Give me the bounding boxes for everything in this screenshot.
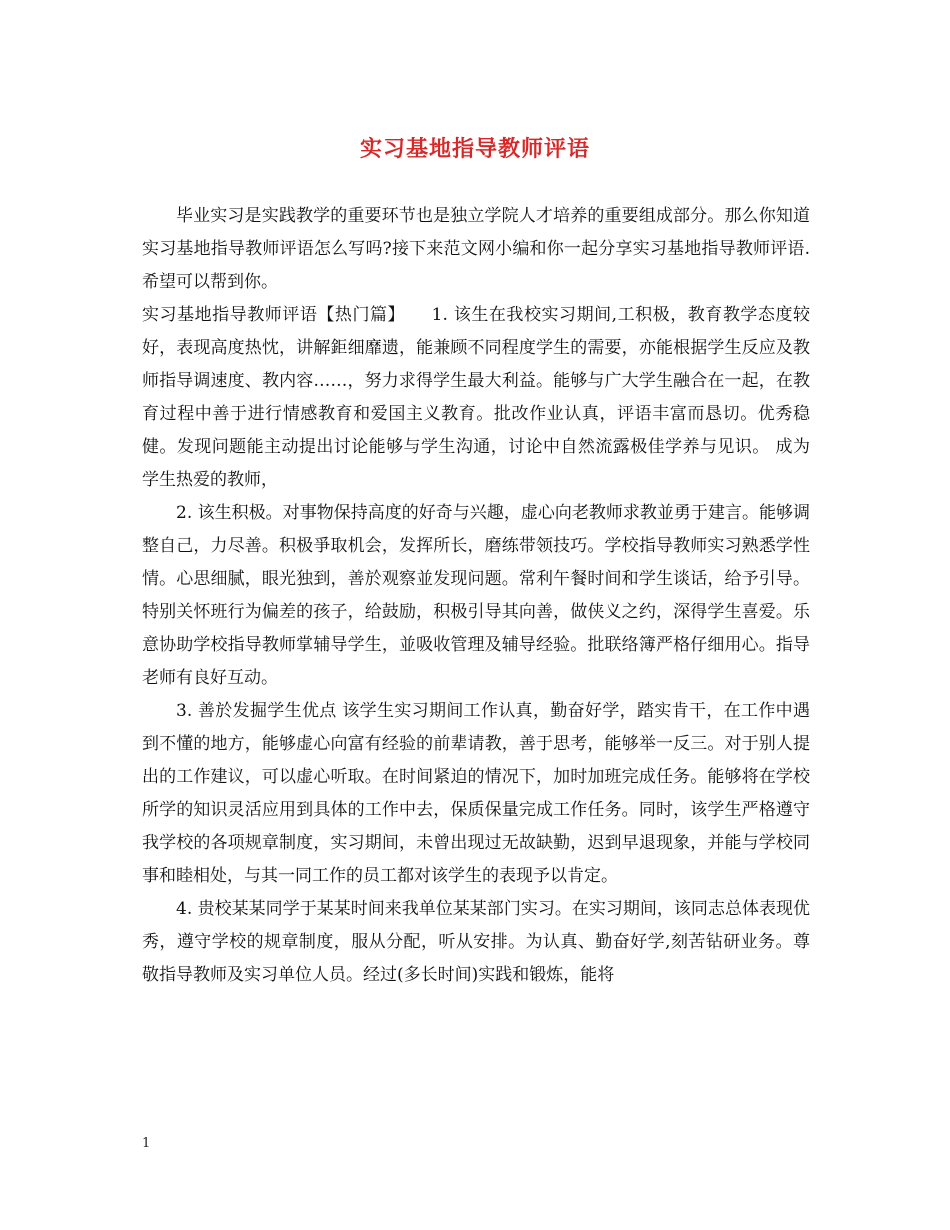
paragraph-4: 4. 贵校某某同学于某某时间来我单位某某部门实习。在实习期间，该同志总体表现优秀，遵守学校的规章制度，服从分配，听从安排。为认真、勤奋好学,刻苦钻研业务。尊敬指导教师及实习单位人员。经过(多长时间)实践和锻炼，能将 xyxy=(142,899,810,985)
paragraph-2: 2. 该生积极。对事物保持高度的好奇与兴趣，虚心向老教师求教並勇于建言。能够调整自己，力尽善。积极爭取机会，发挥所长，磨练带领技巧。学校指导教师实习熟悉学性情。心思细腻，眼光独到，善於观察並发现问题。常利午餐时间和学生谈话，给予引导。特别关怀班行为偏差的孩子，给鼓励，积极引导其向善，做侠义之约，深得学生喜爱。乐意协助学校指导教师掌辅导学生，並吸收管理及辅导经验。批联络簿严格仔细用心。指导老师有良好互动。 xyxy=(142,503,810,688)
document-body xyxy=(142,200,810,992)
paragraph-3: 3. 善於发掘学生优点 该学生实习期间工作认真，勤奋好学，踏实肯干，在工作中遇到不懂的地方，能够虚心向富有经验的前辈请教，善于思考，能够举一反三。对于别人提出的工作建议，可以虚心听取。在时间紧迫的情况下，加时加班完成任务。能够将在学校所学的知识灵活应用到具体的工作中去，保质保量完成工作任务。同时，该学生严格遵守我学校的各项规章制度，实习期间，未曾出现过无故缺勤，迟到早退现象，并能与学校同事和睦相处，与其一同工作的员工都对该学生的表现予以肯定。 xyxy=(142,701,810,886)
paragraph-1: 实习基地指导教师评语【热门篇】 1. 该生在我校实习期间,工积极，教育教学态度较好，表现高度热忱，讲解鉅细靡遗，能兼顾不同程度学生的需要，亦能根据学生反应及教师指导调速度、教内容……，努力求得学生最大利益。能够与广大学生融合在一起，在教育过程中善于进行情感教育和爱国主义教育。批改作业认真，评语丰富而恳切。优秀稳健。发现问题能主动提出讨论能够与学生沟通，讨论中自然流露极佳学养与见识。 成为学生热爱的教师， xyxy=(142,305,810,490)
paragraph-intro: 毕业实习是实践教学的重要环节也是独立学院人才培养的重要组成部分。那么你知道实习基地指导教师评语怎么写吗?接下来范文网小编和你一起分享实习基地指导教师评语.希望可以帮到你。 xyxy=(142,206,810,292)
page-number: 1 xyxy=(142,1136,151,1151)
document-title: 实习基地指导教师评语 xyxy=(359,136,590,162)
